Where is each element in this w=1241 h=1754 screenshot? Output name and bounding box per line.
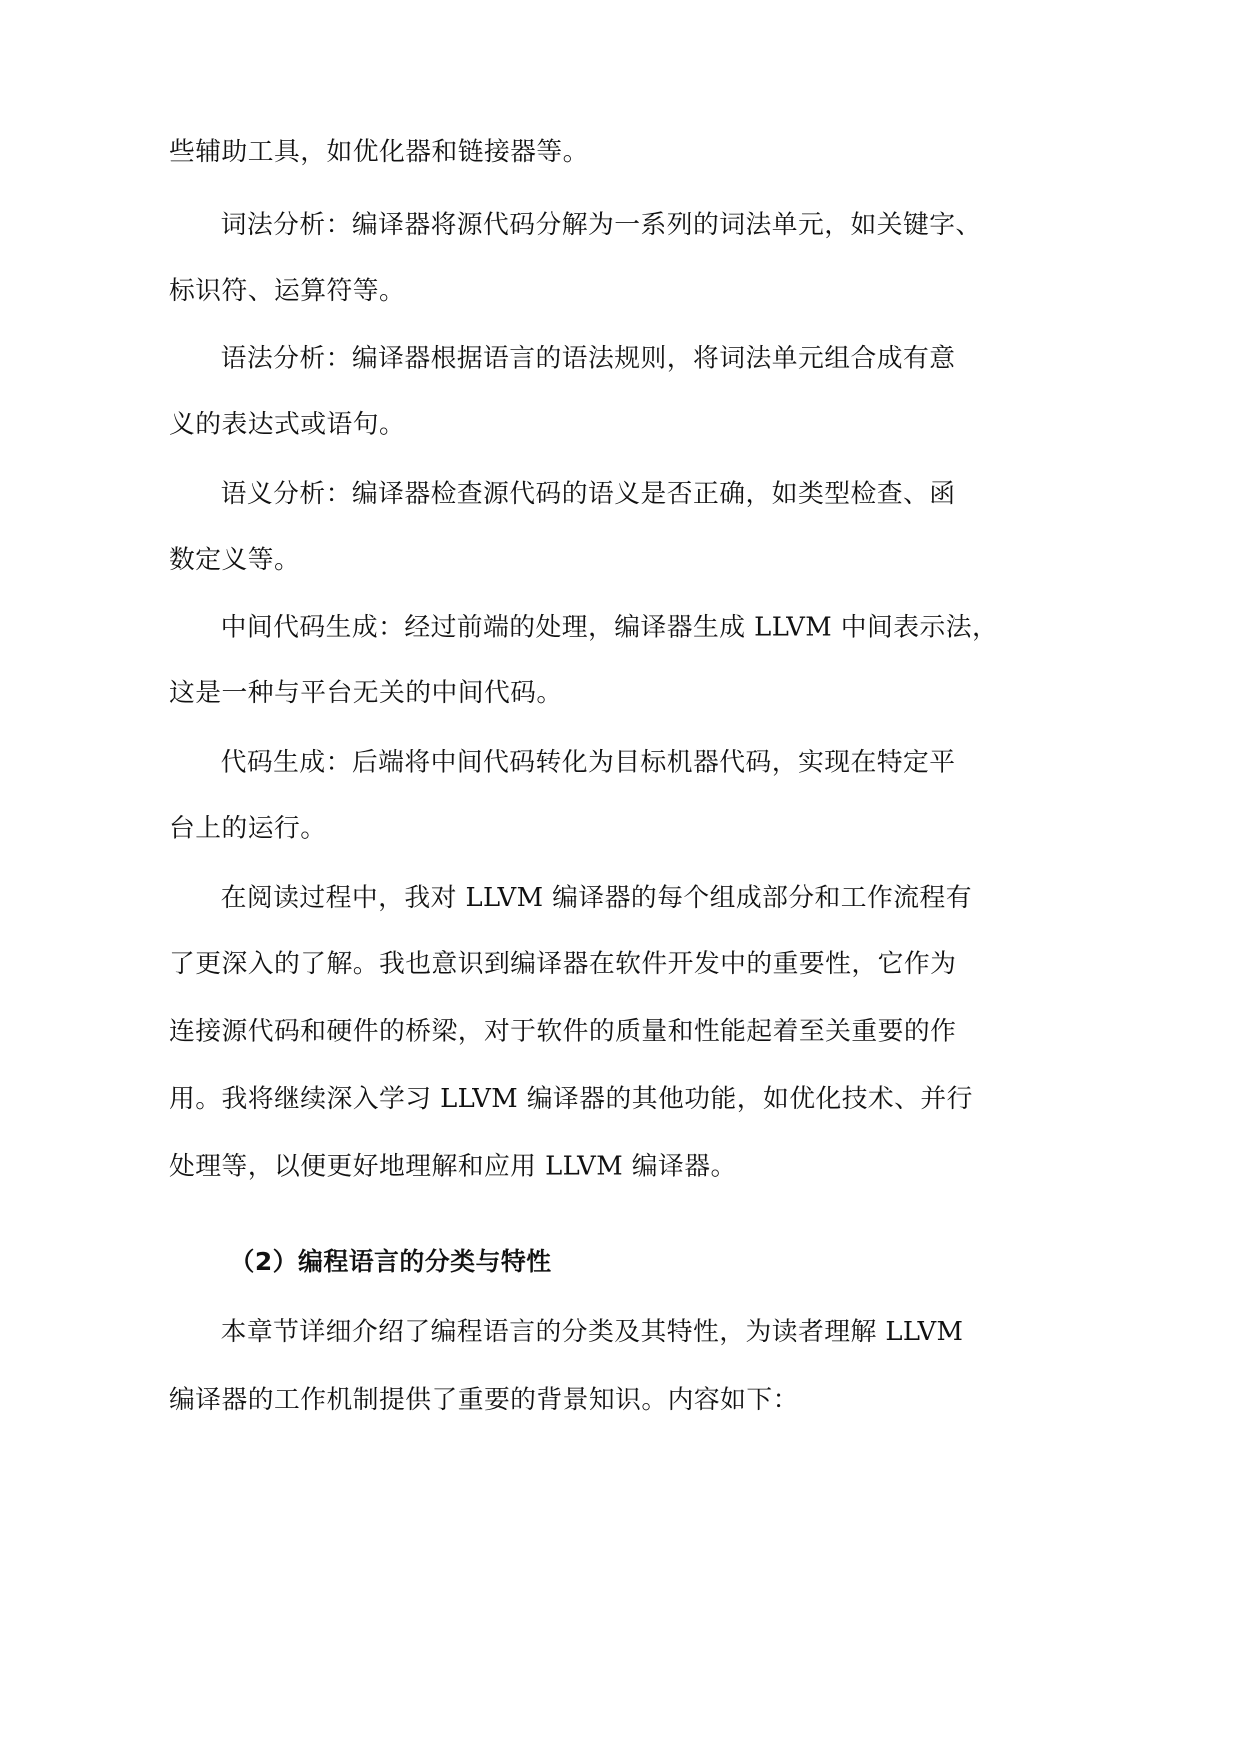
paragraph-line: 语法分析：编译器根据语言的语法规则，将词法单元组合成有意 — [220, 342, 956, 373]
paragraph-line: 本章节详细介绍了编程语言的分类及其特性，为读者理解 LLVM — [220, 1316, 964, 1347]
paragraph-line: 些辅助工具，如优化器和链接器等。 — [169, 136, 589, 167]
paragraph-line: 代码生成：后端将中间代码转化为目标机器代码，实现在特定平 — [220, 746, 956, 777]
paragraph-line: 标识符、运算符等。 — [169, 274, 406, 306]
paragraph-line: 这是一种与平台无关的中间代码。 — [169, 677, 563, 708]
paragraph-line: 义的表达式或语句。 — [169, 408, 406, 439]
section-heading: （2）编程语言的分类与特性 — [229, 1246, 552, 1277]
paragraph-line: 连接源代码和硬件的桥梁，对于软件的质量和性能起着至关重要的作 — [169, 1015, 957, 1046]
paragraph-line: 语义分析：编译器检查源代码的语义是否正确，如类型检查、函 — [220, 477, 956, 509]
paragraph-line: 了更深入的了解。我也意识到编译器在软件开发中的重要性，它作为 — [169, 947, 957, 979]
paragraph-line: 用。我将继续深入学习 LLVM 编译器的其他功能，如优化技术、并行 — [169, 1083, 973, 1114]
paragraph-line: 编译器的工作机制提供了重要的背景知识。内容如下： — [169, 1383, 799, 1415]
paragraph-line: 词法分析：编译器将源代码分解为一系列的词法单元，如关键字、 — [220, 209, 982, 240]
paragraph-line: 处理等，以便更好地理解和应用 LLVM 编译器。 — [169, 1150, 737, 1181]
paragraph-line: 台上的运行。 — [169, 812, 327, 843]
paragraph-line: 在阅读过程中，我对 LLVM 编译器的每个组成部分和工作流程有 — [220, 881, 973, 913]
paragraph-line: 数定义等。 — [169, 543, 301, 574]
paragraph-line: 中间代码生成：经过前端的处理，编译器生成 LLVM 中间表示法， — [220, 611, 999, 642]
